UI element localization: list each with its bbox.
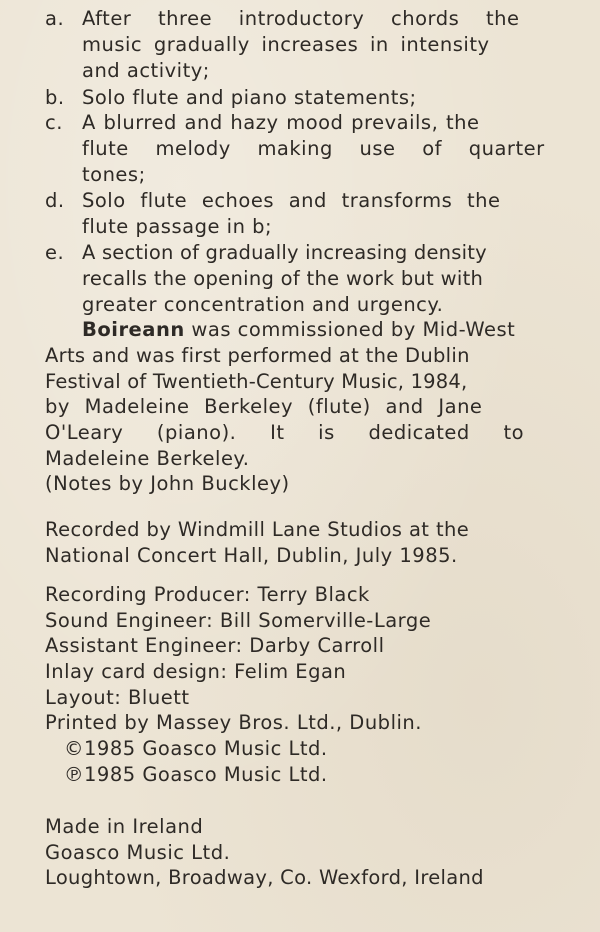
list-item-d-line-2: flute passage in b; <box>82 215 273 238</box>
made-in-line: Made in Ireland <box>45 815 204 838</box>
commission-line-2: Arts and was first performed at the Dublin <box>45 344 470 367</box>
list-label-d: d. <box>45 189 65 212</box>
credit-assistant-engineer: Assistant Engineer: Darby Carroll <box>45 634 385 657</box>
commission-line-1-rest: was commissioned by Mid-West <box>191 318 516 341</box>
list-item-a-line-1: After three introductory chords the <box>82 7 520 30</box>
list-item-d-line-1: Solo flute echoes and transforms the <box>82 189 501 212</box>
commission-line-6: Madeleine Berkeley. <box>45 447 250 470</box>
list-item-c-line-1: A blurred and hazy mood prevails, the <box>82 111 480 134</box>
list-item-c-line-2: flute melody making use of quarter <box>82 137 545 160</box>
list-item-a-line-3: and activity; <box>82 59 210 82</box>
list-item-e-line-1: A section of gradually increasing density <box>82 241 487 264</box>
credit-recording-producer: Recording Producer: Terry Black <box>45 583 370 606</box>
publisher-line: Goasco Music Ltd. <box>45 841 231 864</box>
list-item-c-line-3: tones; <box>82 163 146 186</box>
recording-line-2: National Concert Hall, Dublin, July 1985. <box>45 544 458 567</box>
list-item-a-line-2: music gradually increases in intensity <box>82 33 490 56</box>
address-line: Loughtown, Broadway, Co. Wexford, Ireland <box>45 866 484 889</box>
list-label-a: a. <box>45 7 65 30</box>
list-item-e-line-3: greater concentration and urgency. <box>82 293 444 316</box>
credit-inlay-design: Inlay card design: Felim Egan <box>45 660 347 683</box>
commission-line-5: O'Leary (piano). It is dedicated to <box>45 421 525 444</box>
list-item-b-line-1: Solo flute and piano statements; <box>82 86 417 109</box>
credit-sound-engineer: Sound Engineer: Bill Somerville-Large <box>45 609 432 632</box>
notes-credit: (Notes by John Buckley) <box>45 472 290 495</box>
list-label-e: e. <box>45 241 65 264</box>
commission-line-1 <box>82 318 515 341</box>
credit-layout: Layout: Bluett <box>45 686 190 709</box>
work-title: Boireann <box>82 318 185 341</box>
list-label-c: c. <box>45 111 63 134</box>
list-label-b: b. <box>45 86 65 109</box>
commission-line-4: by Madeleine Berkeley (flute) and Jane <box>45 395 483 418</box>
copyright-line: ©1985 Goasco Music Ltd. <box>64 737 328 760</box>
phonogram-copyright-line: ℗1985 Goasco Music Ltd. <box>64 763 328 786</box>
list-item-e-line-2: recalls the opening of the work but with <box>82 267 484 290</box>
credit-printer: Printed by Massey Bros. Ltd., Dublin. <box>45 711 422 734</box>
commission-line-3: Festival of Twentieth-Century Music, 1984, <box>45 370 468 393</box>
recording-line-1: Recorded by Windmill Lane Studios at the <box>45 518 470 541</box>
